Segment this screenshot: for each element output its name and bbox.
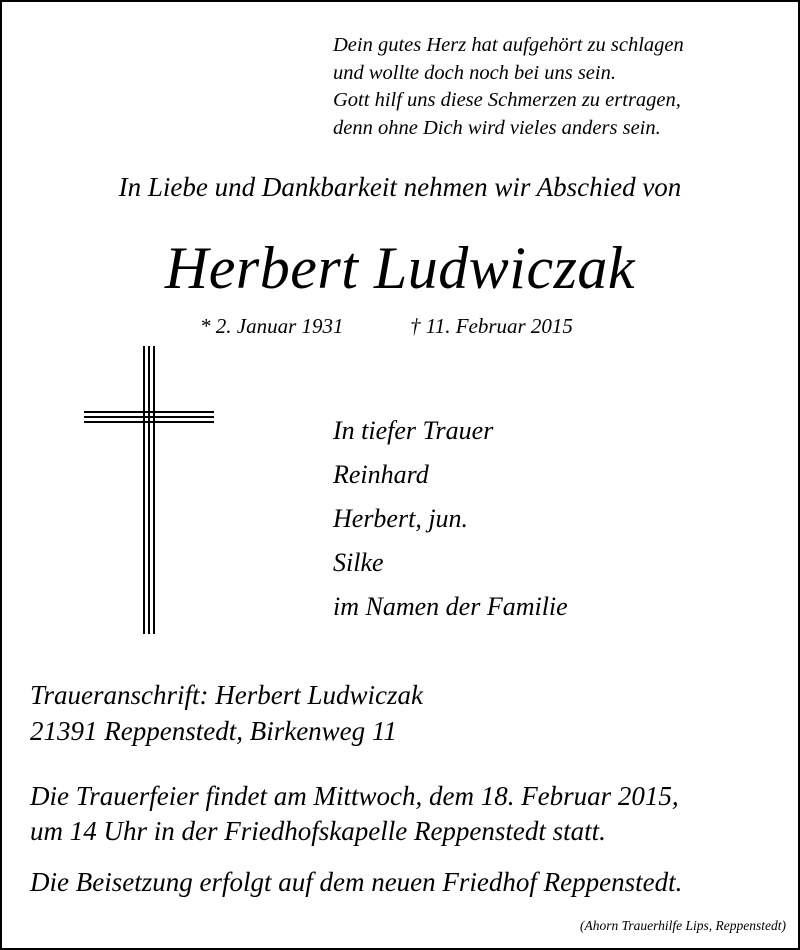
mourners-list [333,409,568,629]
poem-line: Gott hilf uns diese Schmerzen zu ertragen, [333,89,681,111]
address-line-2: 21391 Reppenstedt, Birkenweg 11 [30,716,397,746]
deceased-name: Herbert Ludwiczak [164,235,636,301]
funeral-home-credit: (Ahorn Trauerhilfe Lips, Reppenstedt) [580,918,786,933]
birth-date: * 2. Januar 1931 [200,314,344,338]
burial-notice: Die Beisetzung erfolgt auf dem neuen Friedhof Reppenstedt. [30,867,683,897]
mourner-line: im Namen der Familie [333,592,568,621]
poem-line: Dein gutes Herz hat aufgehört zu schlagen [333,34,684,56]
mourning-address [30,677,423,749]
poem-line: und wollte doch noch bei uns sein. [333,61,616,84]
death-date: † 11. Februar 2015 [410,314,573,338]
ceremony-line-1: Die Trauerfeier findet am Mittwoch, dem 18. Februar 2015, [30,781,679,811]
funeral-ceremony-notice [30,779,679,849]
mourner-line: In tiefer Trauer [333,416,494,445]
address-line-1: Traueranschrift: Herbert Ludwiczak [30,680,424,710]
mourner-line: Herbert, jun. [333,504,469,533]
ceremony-line-2: um 14 Uhr in der Friedhofskapelle Reppenstedt statt. [30,816,606,846]
mourner-line: Silke [333,548,384,577]
cross-icon [84,346,214,634]
mourner-line: Reinhard [333,460,429,489]
memorial-poem [333,32,773,142]
poem-line: denn ohne Dich wird vieles anders sein. [333,116,661,139]
farewell-intro: In Liebe und Dankbarkeit nehmen wir Abschied von [118,172,682,202]
